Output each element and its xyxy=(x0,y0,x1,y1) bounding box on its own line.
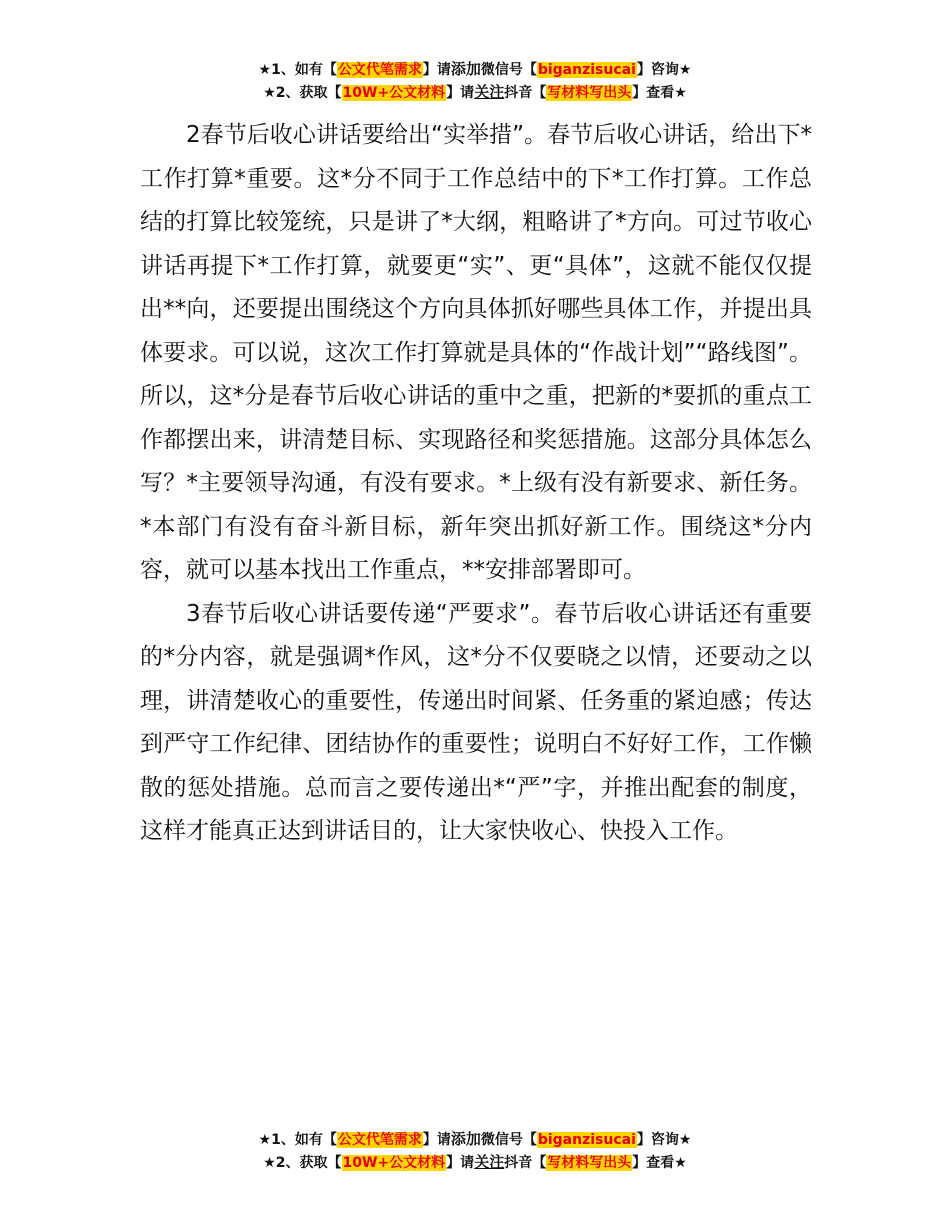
header-banner xyxy=(0,58,950,104)
banner-highlight-douyin-id: 写材料写出头 xyxy=(547,1155,632,1171)
banner-highlight-wechat-id: biganzisucai xyxy=(537,1132,636,1148)
banner-text: 】请 xyxy=(446,85,475,101)
banner-highlight-materials: 10W+公文材料 xyxy=(342,85,446,101)
banner-emphasis: 关注 xyxy=(474,83,505,101)
banner-line-1 xyxy=(0,58,950,81)
banner-text: 微信号【 xyxy=(480,62,537,78)
paragraph-2: 2春节后收心讲话要给出“实举措”。春节后收心讲话，给出下*工作打算*重要。这*分不同于工作总结中的下*工作打算。工作总结的打算比较笼统，只是讲了*大纲，粗略讲了*方向。可过节收心讲话再提下*工作打算，就要更“实”、更“具体”，这就不能仅仅提出**向，还要提出围绕这个方向具体抓好哪些具体工作，并提出具体要求。可以说，这次工作打算就是具体的“作战计划”“路线图”。所以，这*分是春节后收心讲话的重中之重，把新的*要抓的重点工作都摆出来，讲清楚目标、实现路径和奖惩措施。这部分具体怎么写？*主要领导沟通，有没有要求。*上级有没有新要求、新任务。*本部门有没有奋斗新目标，新年突出抓好新工作。围绕这*分内容，就可以基本找出工作重点，**安排部署即可。 xyxy=(140,122,812,583)
paragraph-3: 3春节后收心讲话要传递“严要求”。春节后收心讲话还有重要的*分内容，就是强调*作风，这*分不仅要晓之以情，还要动之以理，讲清楚收心的重要性，传递出时间紧、任务重的紧迫感；传达到严守工作纪律、团结协作的重要性；说明白不好好工作，工作懒散的惩处措施。总而言之要传递出*“严”字，并推出配套的制度，这样才能真正达到讲话目的，让大家快收心、快投入工作。 xyxy=(140,600,812,844)
banner-line-2 xyxy=(0,1151,950,1174)
document-body xyxy=(140,114,812,854)
banner-text: 】咨询★ xyxy=(636,62,692,78)
banner-text: 抖音【 xyxy=(504,85,547,101)
banner-text: 】查看★ xyxy=(632,85,687,101)
banner-line-2 xyxy=(0,81,950,104)
banner-highlight-service: 公文代笔需求 xyxy=(337,1132,422,1148)
banner-text: 抖音【 xyxy=(504,1155,547,1171)
footer-banner xyxy=(0,1128,950,1174)
banner-highlight-service: 公文代笔需求 xyxy=(337,62,422,78)
banner-line-1 xyxy=(0,1128,950,1151)
banner-emphasis: 添加 xyxy=(450,1130,481,1148)
banner-text: ★1、如有【 xyxy=(258,62,337,78)
banner-highlight-wechat-id: biganzisucai xyxy=(537,62,636,78)
banner-highlight-materials: 10W+公文材料 xyxy=(342,1155,446,1171)
banner-text: 】查看★ xyxy=(632,1155,687,1171)
banner-text: 微信号【 xyxy=(480,1132,537,1148)
banner-highlight-douyin-id: 写材料写出头 xyxy=(547,85,632,101)
banner-text: ★2、获取【 xyxy=(263,1155,342,1171)
banner-text: ★2、获取【 xyxy=(263,85,342,101)
banner-emphasis: 添加 xyxy=(450,60,481,78)
banner-text: 】请 xyxy=(422,62,451,78)
banner-emphasis: 关注 xyxy=(474,1153,505,1171)
banner-text: 】请 xyxy=(422,1132,451,1148)
banner-text: 】请 xyxy=(446,1155,475,1171)
banner-text: 】咨询★ xyxy=(636,1132,692,1148)
banner-text: ★1、如有【 xyxy=(258,1132,337,1148)
